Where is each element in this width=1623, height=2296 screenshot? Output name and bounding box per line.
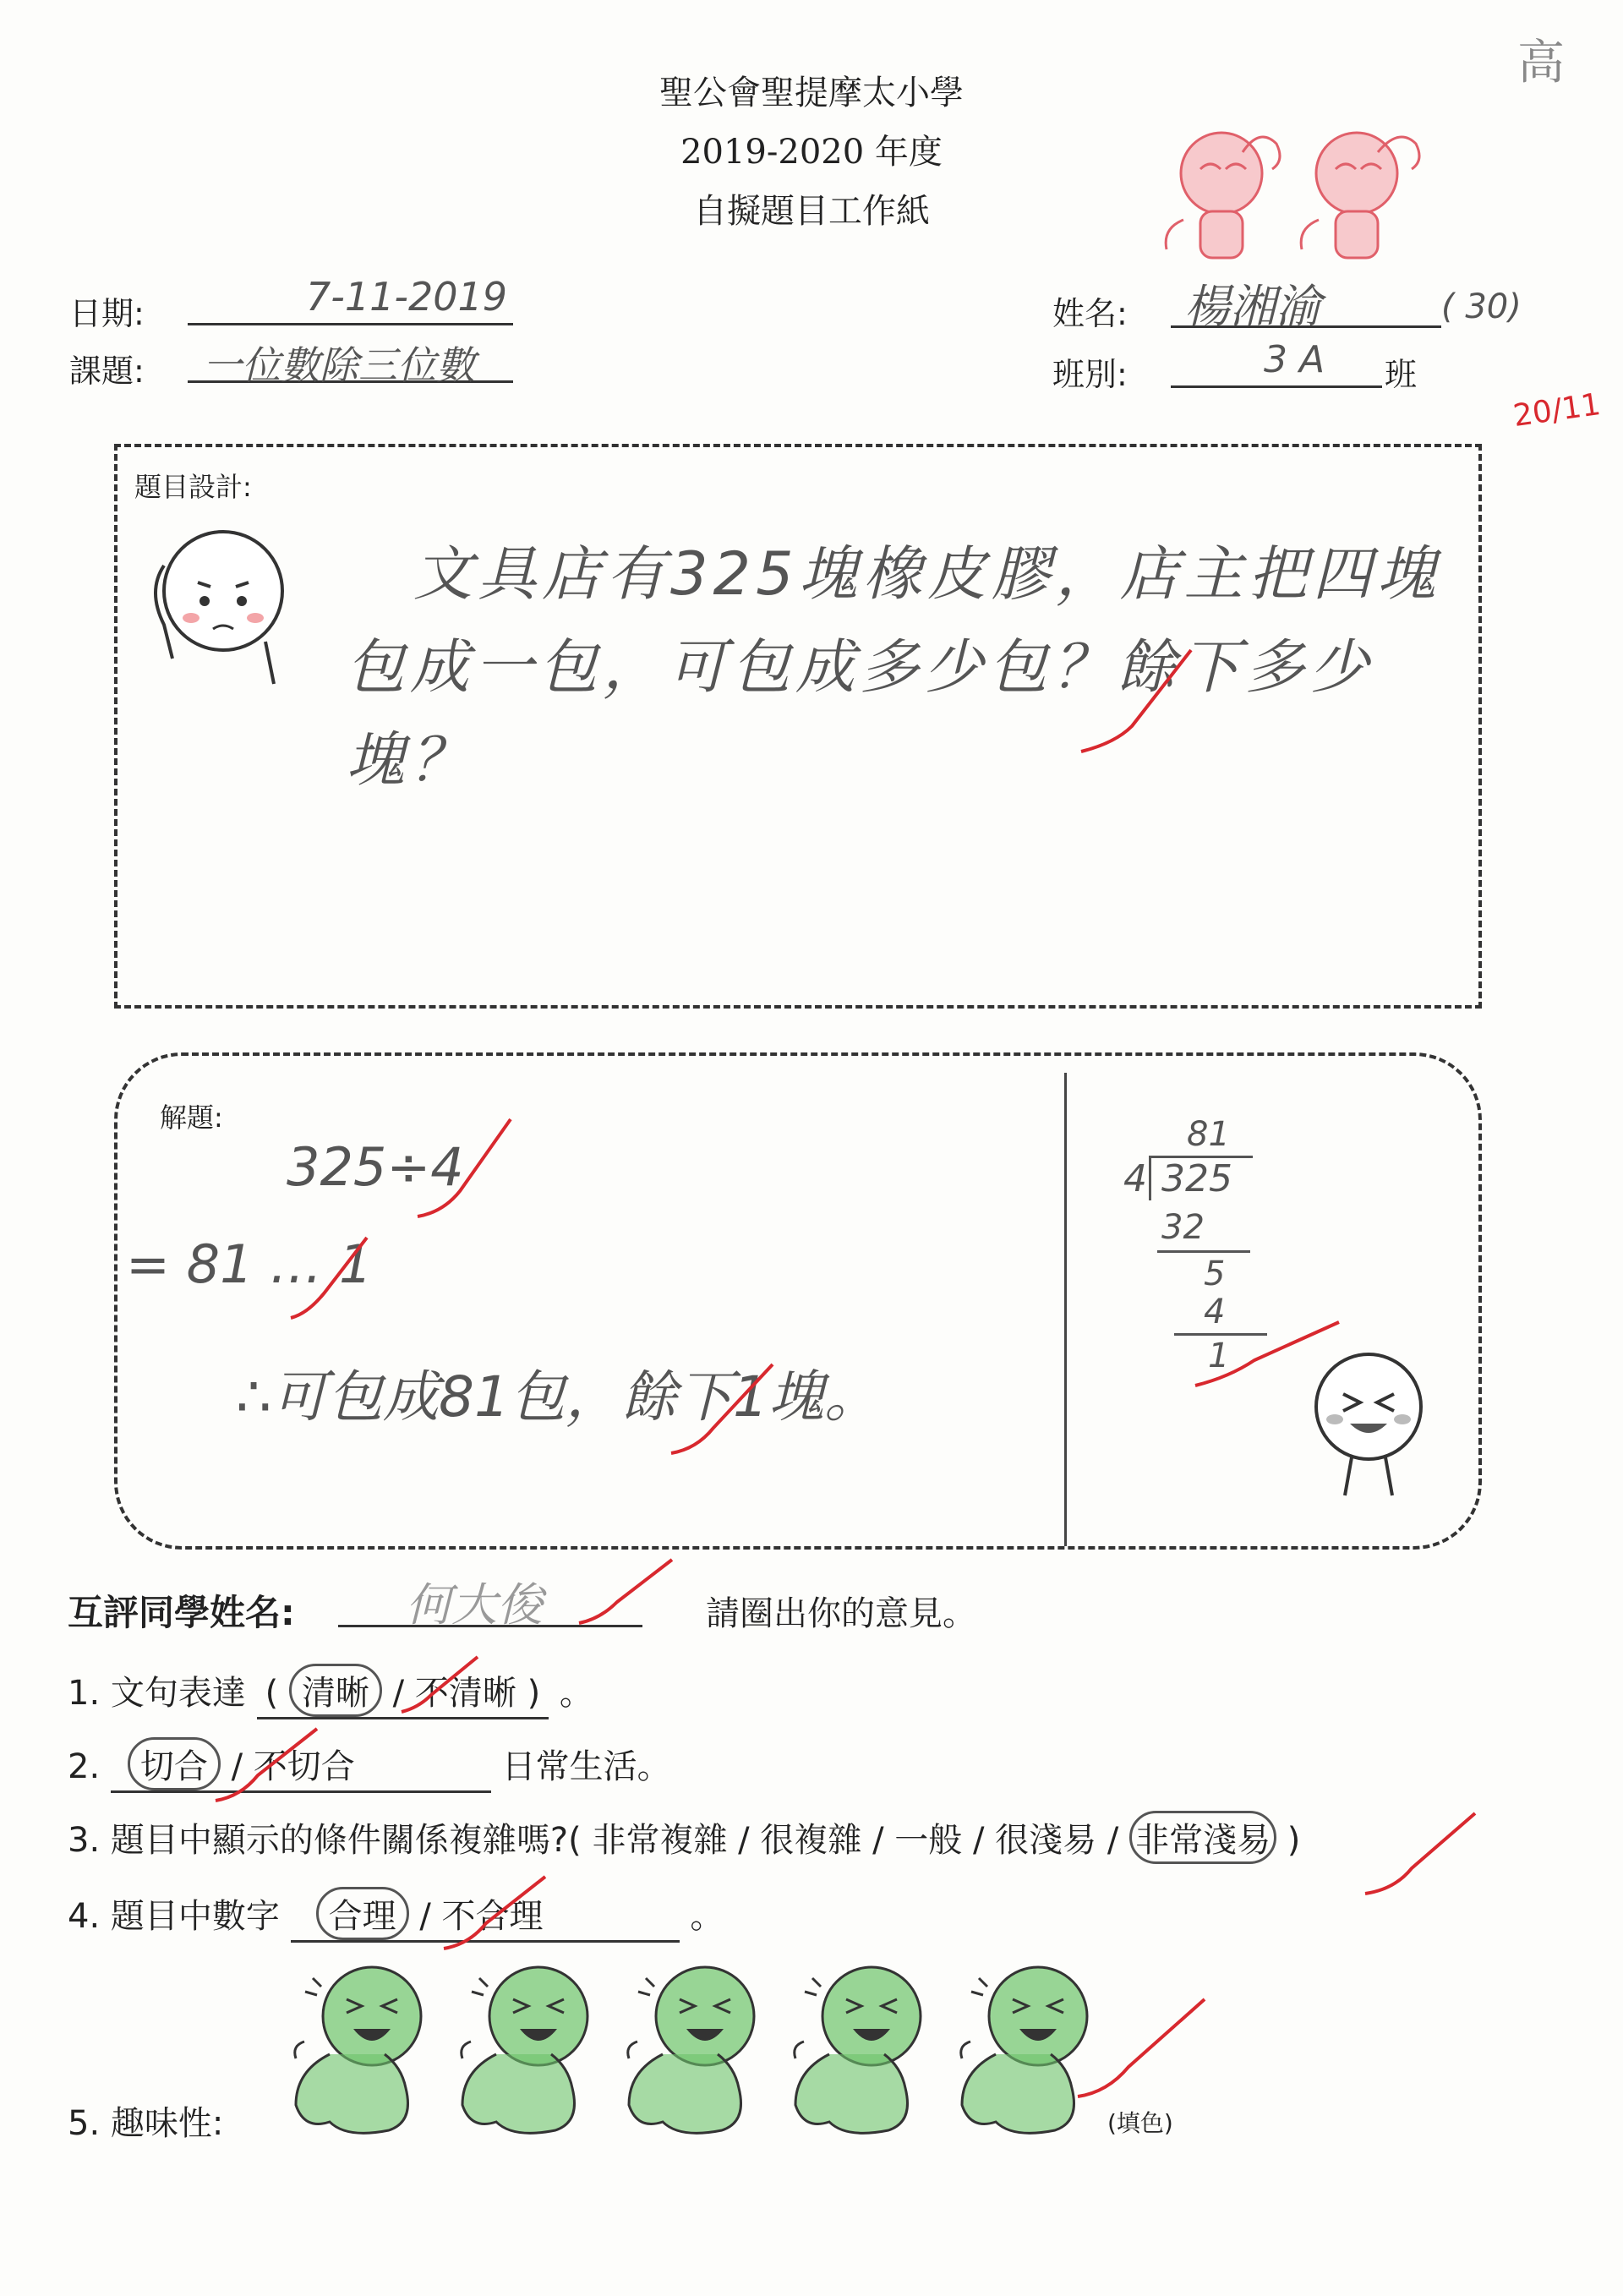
check-mark-icon bbox=[1361, 1809, 1479, 1902]
school-name: 聖公會聖提摩太小學 bbox=[659, 74, 964, 112]
option-very-complex[interactable]: 非常複雜 bbox=[592, 1821, 728, 1860]
option-relevant[interactable]: 切合 bbox=[128, 1737, 221, 1790]
design-label: 題目設計: bbox=[134, 471, 252, 503]
topic-label: 課題: bbox=[69, 353, 145, 390]
ld-divisor: 4 bbox=[1123, 1157, 1147, 1200]
option-irrelevant[interactable]: 不切合 bbox=[253, 1747, 355, 1786]
solution-label: 解題: bbox=[160, 1102, 223, 1134]
option-very-easy[interactable]: 非常淺易 bbox=[1129, 1811, 1276, 1864]
option-complex[interactable]: 很複雜 bbox=[760, 1821, 862, 1860]
solution-box bbox=[114, 1052, 1482, 1550]
option-clear[interactable]: 清晰 bbox=[289, 1664, 382, 1717]
check-mark-icon bbox=[1073, 642, 1199, 768]
peer-item-4: 4. 題目中數字 合理 / 不合理 。 bbox=[68, 1887, 724, 1943]
name-field[interactable] bbox=[1171, 279, 1441, 333]
name-label: 姓名: bbox=[1052, 295, 1128, 332]
peer-item-1: 1. 文句表達 ( 清晰 / 不清晰 ) 。 bbox=[68, 1664, 593, 1719]
peer-item-3: 3. 題目中顯示的條件關係複雜嗎?( 非常複雜 / 很複雜 / 一般 / 很淺易 / 非常淺易 ) bbox=[68, 1811, 1300, 1864]
check-mark-icon bbox=[397, 1653, 482, 1720]
worksheet-title: 自擬題目工作紙 bbox=[693, 192, 930, 231]
option-unclear[interactable]: 不清晰 bbox=[414, 1674, 516, 1713]
laughing-face-icon bbox=[1301, 1343, 1436, 1512]
question-design-box bbox=[114, 444, 1482, 1009]
peer-item-5: 5. 趣味性: bbox=[68, 2104, 224, 2143]
check-mark-icon bbox=[211, 1725, 321, 1809]
teacher-date: 20/11 bbox=[1511, 386, 1604, 435]
fun-rating-faces bbox=[287, 1953, 1133, 2147]
green-laughing-face-icon[interactable] bbox=[454, 1953, 598, 2147]
color-note: (填色) bbox=[1107, 2109, 1173, 2137]
option-unreasonable[interactable]: 不合理 bbox=[441, 1897, 544, 1936]
green-laughing-face-icon[interactable] bbox=[787, 1953, 931, 2147]
ld-step-2: 5 bbox=[1204, 1255, 1226, 1293]
solution-line-1: 325÷4 bbox=[287, 1136, 464, 1198]
topic-field[interactable] bbox=[188, 336, 513, 388]
check-mark-icon bbox=[287, 1233, 371, 1326]
class-suffix: 班 bbox=[1385, 356, 1418, 393]
solution-line-3: ∴可包成81包，餘下1塊。 bbox=[236, 1364, 880, 1430]
ld-remainder: 1 bbox=[1208, 1337, 1230, 1375]
option-easy[interactable]: 很淺易 bbox=[995, 1821, 1097, 1860]
class-label: 班別: bbox=[1052, 356, 1128, 393]
peer-name: 何大俊 bbox=[406, 1578, 543, 1632]
school-year: 2019-2020 年度 bbox=[680, 133, 943, 172]
green-laughing-face-icon[interactable] bbox=[287, 1953, 431, 2147]
name-value: 楊湘渝 bbox=[1184, 280, 1321, 333]
green-laughing-face-icon[interactable] bbox=[620, 1953, 764, 2147]
thinking-face-icon bbox=[139, 523, 299, 692]
solution-divider bbox=[1064, 1073, 1067, 1546]
check-mark-icon bbox=[440, 1872, 549, 1957]
date-field[interactable] bbox=[188, 274, 513, 325]
date-value: 7-11-2019 bbox=[306, 274, 508, 320]
class-field[interactable] bbox=[1171, 338, 1382, 388]
sticker-spiderman-icon bbox=[1150, 118, 1471, 287]
check-mark-icon bbox=[413, 1115, 515, 1225]
solution-line-2: = 81 … 1 bbox=[126, 1233, 373, 1295]
ld-dividend: 325 bbox=[1161, 1157, 1232, 1200]
check-mark-icon bbox=[667, 1360, 777, 1462]
check-mark-icon bbox=[1074, 1995, 1209, 2105]
ld-step-1: 32 bbox=[1161, 1208, 1205, 1247]
option-reasonable[interactable]: 合理 bbox=[316, 1887, 409, 1940]
topic-value: 一位數除三位數 bbox=[203, 342, 475, 388]
peer-instruction: 請圈出你的意見。 bbox=[706, 1594, 976, 1633]
option-average[interactable]: 一般 bbox=[894, 1821, 963, 1860]
student-number: ( 30) bbox=[1441, 287, 1522, 326]
date-label: 日期: bbox=[69, 295, 145, 332]
question-text: 文具店有325塊橡皮膠，店主把四塊包成一包，可包成多少包？餘下多少塊？ bbox=[346, 539, 1441, 795]
ld-quotient: 81 bbox=[1187, 1115, 1230, 1154]
corner-mark: 高 bbox=[1517, 36, 1565, 90]
peer-label: 互評同學姓名: bbox=[68, 1592, 295, 1633]
class-value: 3 A bbox=[1264, 338, 1325, 381]
check-mark-icon bbox=[575, 1555, 676, 1632]
ld-step-3: 4 bbox=[1204, 1293, 1226, 1331]
peer-item-2: 2. 切合 / 不切合 日常生活。 bbox=[68, 1737, 671, 1793]
